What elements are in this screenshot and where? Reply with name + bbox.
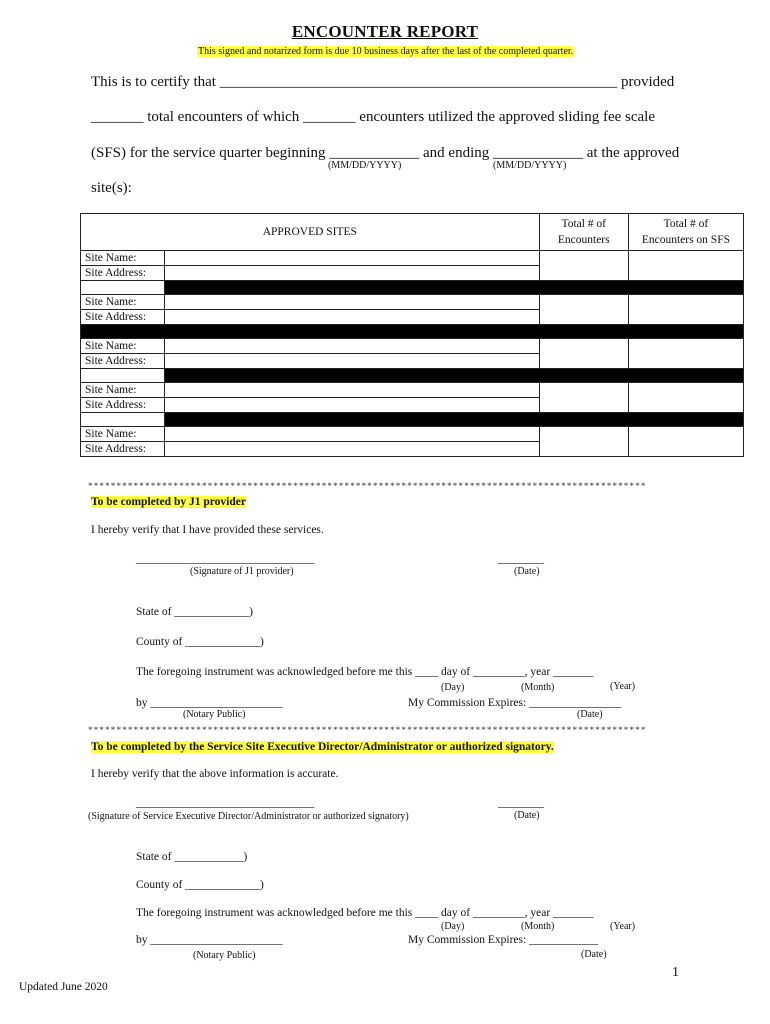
exec-commission-date-label: (Date) [581, 949, 607, 960]
j1-acknowledgement[interactable]: The foregoing instrument was acknowledged before me this ____ day of _________, year _______ [136, 666, 594, 678]
exec-day-label: (Day) [441, 921, 465, 932]
site-address-field[interactable] [165, 442, 540, 457]
j1-notary-by-field[interactable]: by _______________________ [136, 697, 283, 709]
certify-line-2: _______ total encounters of which _______ encounters utilized the approved sliding fee scale [91, 109, 656, 125]
site-address-label: Site Address: [81, 442, 165, 457]
site-address-field[interactable] [165, 266, 540, 281]
total-sfs-cell[interactable] [628, 383, 743, 413]
j1-state-field[interactable]: State of _____________) [136, 606, 253, 618]
total-encounters-header: Total # of Encounters [539, 214, 628, 251]
total-encounters-cell[interactable] [539, 251, 628, 281]
site-name-label: Site Name: [81, 383, 165, 398]
total-encounters-cell[interactable] [539, 339, 628, 369]
total-sfs-cell[interactable] [628, 339, 743, 369]
site-address-label: Site Address: [81, 398, 165, 413]
exec-signature-label: (Signature of Service Executive Director/Administrator or authorized signatory) [88, 811, 409, 822]
site-row [81, 339, 744, 354]
black-divider [165, 281, 744, 295]
exec-month-label: (Month) [521, 921, 555, 932]
j1-date-line[interactable]: ________ [498, 553, 544, 565]
j1-commission-date-label: (Date) [577, 709, 603, 720]
exec-section-heading: To be completed by the Service Site Executive Director/Administrator or authorized signatory. [91, 741, 554, 753]
black-divider [165, 413, 744, 427]
j1-county-field[interactable]: County of _____________) [136, 636, 264, 648]
total-sfs-cell[interactable] [628, 251, 743, 281]
site-address-field[interactable] [165, 398, 540, 413]
exec-acknowledgement[interactable]: The foregoing instrument was acknowledged before me this ____ day of _________, year _______ [136, 907, 594, 919]
j1-section-heading: To be completed by J1 provider [91, 496, 246, 508]
j1-day-label: (Day) [441, 682, 465, 693]
site-row [81, 427, 744, 442]
total-encounters-cell[interactable] [539, 295, 628, 325]
divider-row [81, 325, 744, 339]
site-address-field[interactable] [165, 310, 540, 325]
begin-date-hint: (MM/DD/YYYY) [328, 160, 402, 171]
site-address-label: Site Address: [81, 354, 165, 369]
page-title: ENCOUNTER REPORT [291, 22, 479, 41]
site-address-label: Site Address: [81, 266, 165, 281]
exec-date-line[interactable]: ________ [498, 797, 544, 809]
site-name-field[interactable] [165, 295, 540, 310]
site-row [81, 251, 744, 266]
table-header-row [81, 214, 744, 251]
exec-notary-by-field[interactable]: by _______________________ [136, 934, 283, 946]
divider-row [81, 369, 744, 383]
total-encounters-cell[interactable] [539, 383, 628, 413]
site-name-field[interactable] [165, 339, 540, 354]
footer-updated: Updated June 2020 [19, 981, 108, 993]
exec-state-field[interactable]: State of ____________) [136, 851, 248, 863]
exec-date-label: (Date) [514, 810, 540, 821]
site-name-field[interactable] [165, 427, 540, 442]
j1-date-label: (Date) [514, 566, 540, 577]
site-name-label: Site Name: [81, 427, 165, 442]
dotted-separator: ************************************************************************************************** [88, 481, 647, 491]
total-sfs-cell[interactable] [628, 427, 743, 457]
total-sfs-cell[interactable] [628, 295, 743, 325]
certify-line-4: site(s): [91, 180, 132, 196]
site-name-label: Site Name: [81, 251, 165, 266]
j1-signature-line[interactable]: _______________________________ [136, 553, 315, 565]
site-row [81, 383, 744, 398]
divider-row [81, 281, 744, 295]
end-date-hint: (MM/DD/YYYY) [493, 160, 567, 171]
dotted-separator: ************************************************************************************************** [88, 725, 647, 735]
j1-commission-expires[interactable]: My Commission Expires: ________________ [408, 697, 622, 709]
site-name-field[interactable] [165, 251, 540, 266]
exec-county-field[interactable]: County of _____________) [136, 879, 264, 891]
exec-commission-expires[interactable]: My Commission Expires: ____________ [408, 934, 599, 946]
black-divider [165, 369, 744, 383]
j1-signature-label: (Signature of J1 provider) [190, 566, 294, 577]
site-name-label: Site Name: [81, 339, 165, 354]
site-name-label: Site Name: [81, 295, 165, 310]
approved-sites-table [80, 213, 744, 457]
certify-line-1: This is to certify that _____________________________________________________ provided [91, 74, 675, 90]
black-divider [81, 325, 744, 339]
j1-year-label: (Year) [610, 681, 636, 692]
approved-sites-header: APPROVED SITES [81, 214, 540, 251]
page-number: 1 [672, 965, 679, 980]
divider-row [81, 413, 744, 427]
certify-line-3: (SFS) for the service quarter beginning ____________ and ending ____________ at the approved [91, 145, 680, 161]
exec-signature-line[interactable]: _______________________________ [136, 797, 315, 809]
exec-verify-text: I hereby verify that the above information is accurate. [91, 768, 339, 780]
j1-month-label: (Month) [521, 682, 555, 693]
site-row [81, 295, 744, 310]
total-encounters-cell[interactable] [539, 427, 628, 457]
due-notice: This signed and notarized form is due 10 business days after the last of the completed quarter. [198, 46, 574, 57]
site-address-label: Site Address: [81, 310, 165, 325]
exec-year-label: (Year) [610, 921, 636, 932]
j1-notary-label: (Notary Public) [183, 709, 246, 720]
site-address-field[interactable] [165, 354, 540, 369]
j1-verify-text: I hereby verify that I have provided these services. [91, 524, 324, 536]
total-sfs-header: Total # of Encounters on SFS [628, 214, 743, 251]
site-name-field[interactable] [165, 383, 540, 398]
exec-notary-label: (Notary Public) [193, 950, 256, 961]
